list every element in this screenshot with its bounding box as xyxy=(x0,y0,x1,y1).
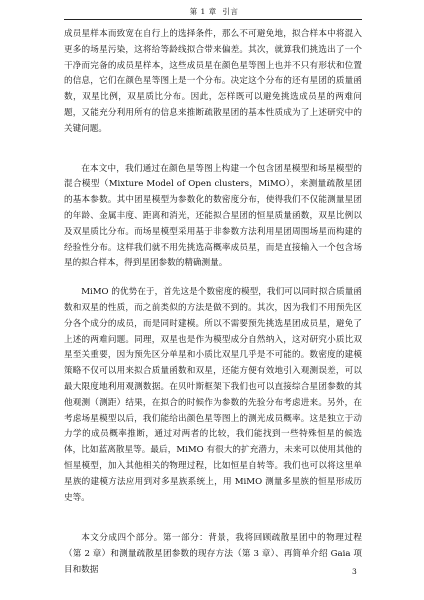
page-number: 3 xyxy=(352,567,357,576)
paragraph-structure: 本文分成四个部分。第一部分：背景，我将回顾疏散星团中的物理过程（第 2 章）和测量疏散星团参数的现存方法（第 3 章）、再简单介绍 Gaia 项目和数据 xyxy=(64,533,362,575)
header-rule xyxy=(64,19,362,20)
paragraph-mimo-intro: 在本文中，我们通过在颜色星等图上构建一个包含团星模型和场星模型的混合模型（Mixture Model of Open clusters，MiMO），来测量疏散星团的基本参数。其中团星模型为参数化的数密度分布，使得我们不仅能测量星团的年龄、金属丰度、距离和消光，还能拟合星团的恒星质量函数，双星比例以及双星质比分布。而场星模型采用基于非参数方法利用星团周围场星而构建的经验性分布。这样我们就不用先挑选高概率成员星，而是直接输入一个包含场星的拟合样本，得到星团参数的精确测量。 xyxy=(64,163,362,269)
running-header xyxy=(64,6,364,17)
header-title: 引言 xyxy=(222,7,239,16)
body-text xyxy=(64,27,362,579)
paragraph-continuation: 成员星样本而致宽在自行上的选择条件，那么不可避免地，拟合样本中将混入更多的场星污染，这将给等龄线拟合带来偏差。其次，就算我们挑选出了一个干净而完备的成员星样本，这些成员星在颜色星等图上也并不只有形状和位置的信息，它们在颜色星等图上是一个分布。决定这个分布的还有星团的质量函数，双星比例，双星质比分布。因此，怎样既可以避免挑选成员星的两难问题，又能充分利用所有的信息来推断疏散星团的基本性质成为了上述研究中的关键问题。 xyxy=(64,29,362,134)
paragraph-mimo-advantages: MiMO 的优势在于，首先这是个数密度的模型，我们可以同时拟合质量函数和双星的性质，而之前类似的方法是做不到的。其次，因为我们不用预先区分各个成分的成员，而是同时建模。所以不需要预先挑选星团成员星，避免了上述的两难问题。同理，双星也是作为模型成分自然纳入，这对研究小质比双星至关重要，因为预先区分单星和小质比双星几乎是不可能的。数密度的建模策略不仅可以用来拟合质量函数和双星，还能方便有效地引入观测误差，可以最大限度地利用观测数据。在贝叶斯框架下我们也可以直接综合星团参数的其他观测（测距）结果，在拟合的时候作为参数的先验分布考虑进来。另外，在考虑场星模型以后，我们能给出颜色星等图上的测光成员概率。这是独立于动力学的成员概率推断，通过对两者的比较，我们能找到一些特殊恒星的候选体，比如蓝离散星等。最后，MiMO 有很大的扩充潜力，未来可以使用其他的恒星模型，加入其他相关的物理过程，比如恒星自转等。我们也可以将这里单星族的建模方法应用到对多星族系统上，用 MiMO 测量多星族的恒星形成历史等。 xyxy=(64,287,362,503)
header-chapter: 第 1 章 xyxy=(189,7,217,16)
